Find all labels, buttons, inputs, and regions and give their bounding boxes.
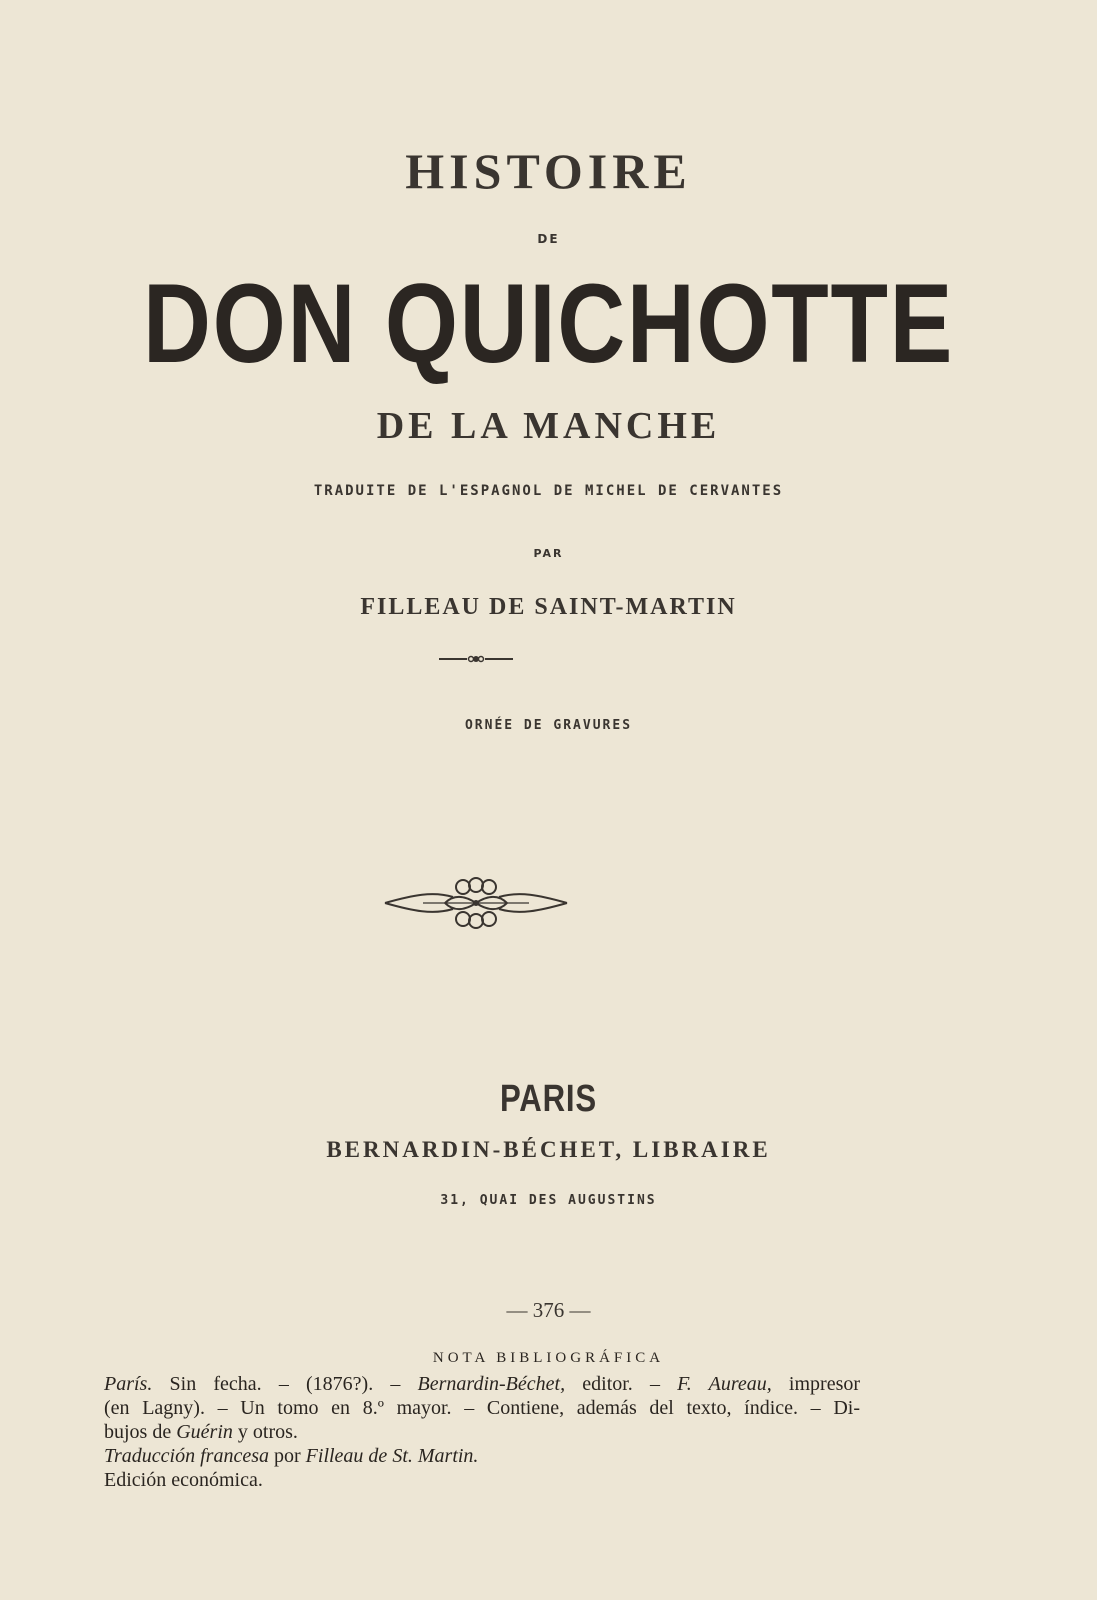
title-don-quichotte: DON QUICHOTTE: [142, 261, 955, 386]
page-number: — 376 —: [506, 1298, 591, 1322]
nota-heading: NOTA BIBLIOGRÁFICA: [432, 1350, 665, 1366]
ornee-de-gravures: ORNÉE DE GRAVURES: [464, 718, 633, 733]
translator-name: FILLEAU DE SAINT-MARTIN: [360, 594, 737, 620]
note-line-1: París. Sin fecha. – (1876?). – Bernardin-Béchet, editor. – F. Aureau, impresor: [104, 1373, 861, 1395]
subtitle-traduite: TRADUITE DE L'ESPAGNOL DE MICHEL DE CERVANTES: [313, 483, 784, 499]
note-line-2: (en Lagny). – Un tomo en 8.º mayor. – Contiene, además del texto, índice. – Di-: [104, 1397, 860, 1419]
note-city: París.: [104, 1373, 153, 1395]
note-line-3: bujos de Guérin y otros.: [104, 1421, 298, 1443]
note-printer: F. Aureau,: [677, 1373, 772, 1395]
imprint-address: 31, QUAI DES AUGUSTINS: [440, 1193, 657, 1208]
imprint-publisher: BERNARDIN-BÉCHET, LIBRAIRE: [326, 1137, 771, 1162]
decorative-flourish: [383, 873, 569, 933]
title-histoire: HISTOIRE: [405, 143, 692, 199]
note-translator: Filleau de St. Martin.: [305, 1445, 479, 1467]
subtitle-par: PAR: [533, 547, 564, 560]
imprint-city: PARIS: [499, 1078, 598, 1120]
note-illustrator: Guérin: [176, 1421, 233, 1443]
title-de: DE: [537, 232, 560, 246]
note-line-4: Traducción francesa por Filleau de St. Martin.: [104, 1445, 479, 1467]
title-de-la-manche: DE LA MANCHE: [376, 405, 721, 447]
bibliographic-note: [104, 1372, 860, 1492]
note-line-5: Edición económica.: [104, 1469, 263, 1491]
note-publisher: Bernardin-Béchet,: [417, 1373, 566, 1395]
small-ornament-rule: [437, 654, 515, 664]
